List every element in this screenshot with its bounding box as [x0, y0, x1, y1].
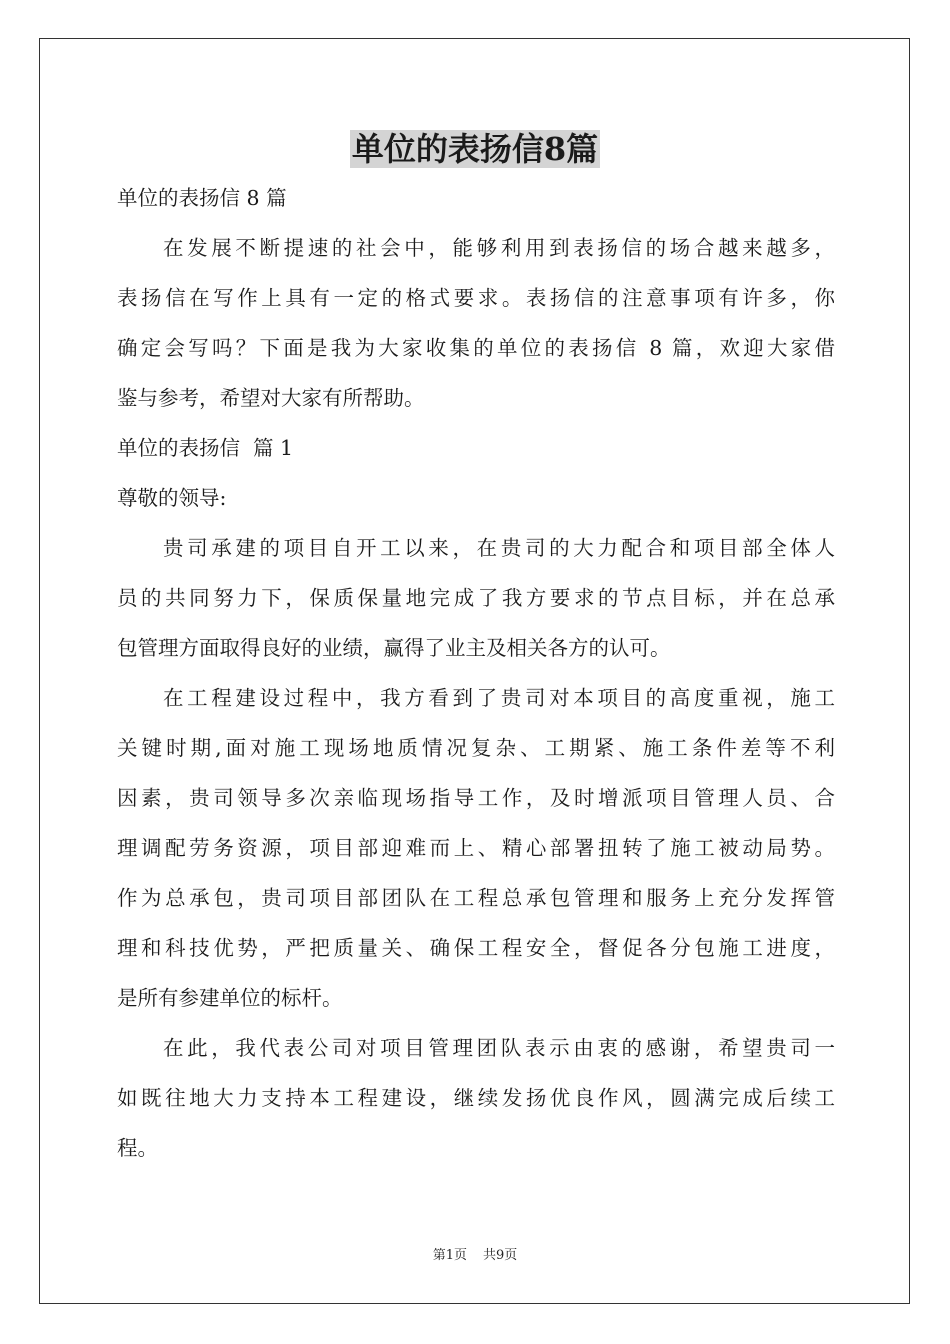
document-title-text: 单位的表扬信8篇	[351, 130, 599, 168]
paragraph-line: 关键时期,面对施工现场地质情况复杂、工期紧、施工条件差等不利	[117, 736, 835, 760]
body-paragraph-3	[117, 1023, 835, 1173]
page-number: 第1页	[432, 1248, 467, 1263]
body-paragraph-2	[117, 673, 835, 1023]
paragraph-line: 作为总承包，贵司项目部团队在工程总承包管理和服务上充分发挥管	[117, 886, 835, 910]
page-total: 共9页	[483, 1248, 518, 1263]
salutation: 尊敬的领导:	[117, 486, 227, 510]
section-heading: 单位的表扬信 篇 1	[117, 436, 294, 460]
document-body	[117, 173, 835, 1173]
page-footer	[0, 1247, 950, 1265]
paragraph-line: 包管理方面取得良好的业绩，赢得了业主及相关各方的认可。	[117, 636, 671, 660]
document-title	[0, 126, 950, 172]
paragraph-line: 程。	[117, 1136, 158, 1160]
intro-line: 鉴与参考，希望对大家有所帮助。	[117, 386, 425, 410]
intro-line: 在发展不断提速的社会中，能够利用到表扬信的场合越来越多，	[163, 236, 835, 260]
paragraph-line: 因素，贵司领导多次亲临现场指导工作，及时增派项目管理人员、合	[117, 786, 835, 810]
paragraph-line: 贵司承建的项目自开工以来，在贵司的大力配合和项目部全体人	[163, 536, 835, 560]
paragraph-line: 员的共同努力下，保质保量地完成了我方要求的节点目标，并在总承	[117, 586, 835, 610]
paragraph-line: 在此，我代表公司对项目管理团队表示由衷的感谢，希望贵司一	[163, 1036, 835, 1060]
intro-line: 表扬信在写作上具有一定的格式要求。表扬信的注意事项有许多，你	[117, 286, 835, 310]
paragraph-line: 在工程建设过程中，我方看到了贵司对本项目的高度重视，施工	[163, 686, 835, 710]
intro-paragraph	[117, 223, 835, 423]
paragraph-line: 如既往地大力支持本工程建设，继续发扬优良作风，圆满完成后续工	[117, 1086, 835, 1110]
paragraph-line: 理和科技优势，严把质量关、确保工程安全，督促各分包施工进度，	[117, 936, 835, 960]
intro-line: 确定会写吗？下面是我为大家收集的单位的表扬信 8 篇，欢迎大家借	[117, 336, 835, 360]
body-paragraph-1	[117, 523, 835, 673]
paragraph-line: 是所有参建单位的标杆。	[117, 986, 343, 1010]
paragraph-line: 理调配劳务资源，项目部迎难而上、精心部署扭转了施工被动局势。	[117, 836, 835, 860]
document-subtitle: 单位的表扬信 8 篇	[117, 186, 287, 210]
